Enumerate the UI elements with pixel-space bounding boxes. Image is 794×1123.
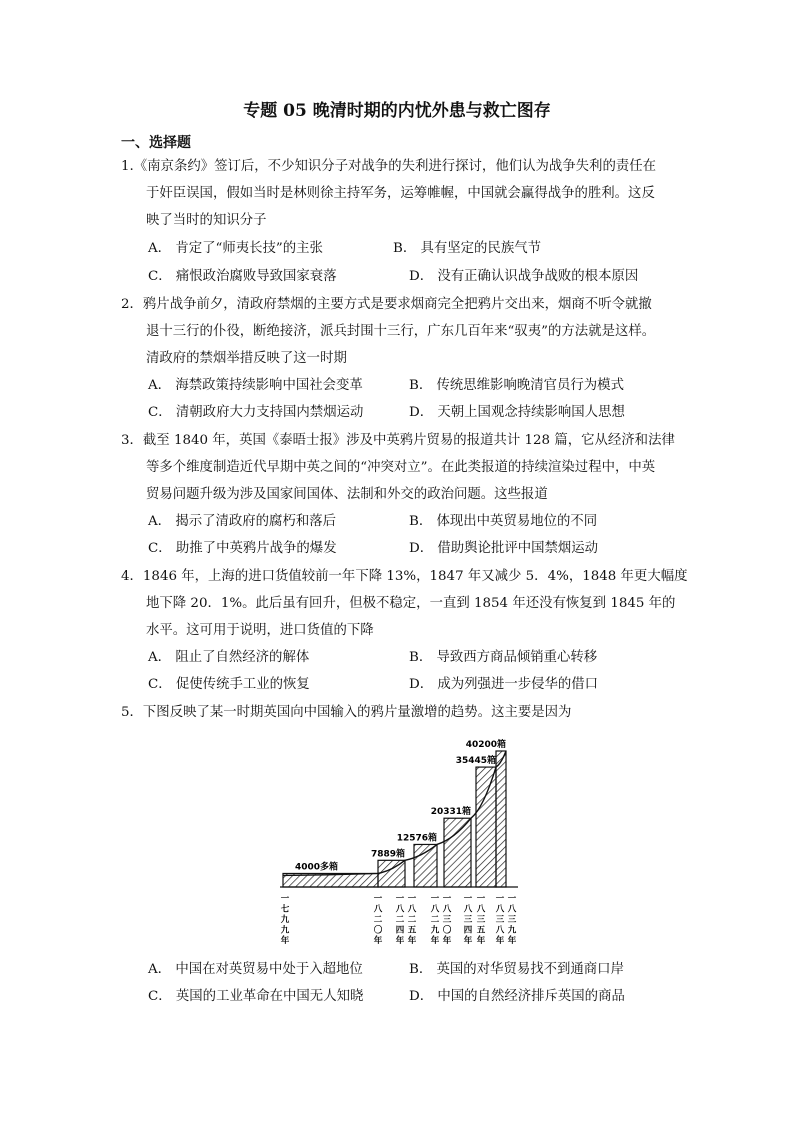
x-tick-label: 一七九九年 [280, 894, 290, 945]
option-c[interactable]: C． 清朝政府大力支持国内禁烟运动 [148, 405, 364, 420]
x-tick-label: 一八三八年 [495, 894, 505, 945]
section-heading: 一、选择题 [121, 135, 191, 151]
option-a[interactable]: A． 肯定了“师夷长技”的主张 [148, 241, 323, 256]
option-c[interactable]: C． 痛恨政治腐败导致国家衰落 [148, 269, 337, 284]
x-tick-label: 一八三九年 [507, 894, 517, 945]
bar-value-label: 4000多箱 [294, 862, 338, 873]
bar-value-label: 7889箱 [370, 849, 405, 860]
option-d[interactable]: D． 没有正确认识战争战败的根本原因 [409, 269, 639, 284]
option-b[interactable]: B． 具有坚定的民族气节 [393, 241, 542, 256]
bar-4 [444, 818, 471, 887]
option-c[interactable]: C． 促使传统手工业的恢复 [148, 677, 310, 692]
bar-value-label: 20331箱 [430, 807, 471, 818]
opium-import-chart [258, 733, 538, 945]
option-b[interactable]: B． 英国的对华贸易找不到通商口岸 [409, 962, 624, 977]
question-4-line-3: 水平。这可用于说明，进口货值的下降 [146, 623, 374, 638]
question-3-line-2: 等多个维度制造近代早期中英之间的“冲突对立”。在此类报道的持续渲染过程中，中英 [146, 460, 656, 475]
option-c[interactable]: C． 英国的工业革命在中国无人知晓 [148, 989, 364, 1004]
bar-5 [476, 767, 496, 887]
option-d[interactable]: D． 借助舆论批评中国禁烟运动 [409, 541, 599, 556]
option-a[interactable]: A． 揭示了清政府的腐朽和落后 [148, 514, 337, 529]
x-tick-label: 一八二〇年 [373, 894, 383, 945]
option-a[interactable]: A． 中国在对英贸易中处于入超地位 [148, 962, 363, 977]
question-2-line-1: 2．鸦片战争前夕，清政府禁烟的主要方式是要求烟商完全把鸦片交出来，烟商不听令就撤 [121, 297, 652, 312]
question-4-line-2: 地下降 20．1%。此后虽有回升，但极不稳定，一直到 1854 年还没有恢复到 1845 年的 [146, 596, 676, 611]
bar-value-label: 35445箱 [455, 756, 496, 767]
question-3-line-3: 贸易问题升级为涉及国家间国体、法制和外交的政治问题。这些报道 [146, 487, 548, 502]
question-4-line-1: 4．1846 年，上海的进口货值较前一年下降 13%，1847 年又减少 5．4%，1848 年更大幅度 [121, 569, 688, 584]
option-b[interactable]: B． 体现出中英贸易地位的不同 [409, 514, 598, 529]
option-c[interactable]: C． 助推了中英鸦片战争的爆发 [148, 541, 337, 556]
x-tick-label: 一八三四年 [463, 894, 473, 945]
bar-2 [378, 860, 405, 887]
x-tick-label: 一八三五年 [476, 894, 486, 945]
bar-value-label: 40200箱 [465, 740, 506, 750]
question-5-line-1: 5．下图反映了某一时期英国向中国输入的鸦片量激增的趋势。这主要是因为 [121, 705, 572, 720]
question-1-line-2: 于奸臣误国，假如当时是林则徐主持军务，运筹帷幄，中国就会赢得战争的胜利。这反 [146, 186, 655, 201]
option-a[interactable]: A． 海禁政策持续影响中国社会变革 [148, 378, 363, 393]
option-d[interactable]: D． 天朝上国观念持续影响国人思想 [409, 405, 625, 420]
bar-value-label: 12576箱 [396, 833, 437, 844]
option-a[interactable]: A． 阻止了自然经济的解体 [148, 650, 310, 665]
bar-3 [414, 844, 437, 887]
question-3-line-1: 3．截至 1840 年，英国《泰晤士报》涉及中英鸦片贸易的报道共计 128 篇，它从经济和法律 [121, 433, 675, 448]
question-1-line-1: 1.《南京条约》签订后，不少知识分子对战争的失利进行探讨，他们认为战争失利的责任在 [121, 159, 657, 174]
x-tick-label: 一八二五年 [407, 894, 417, 945]
option-b[interactable]: B． 导致西方商品倾销重心转移 [409, 650, 598, 665]
option-d[interactable]: D． 成为列强进一步侵华的借口 [409, 677, 599, 692]
question-2-line-2: 退十三行的仆役，断绝接济，派兵封围十三行，广东几百年来“驭夷”的方法就是这样。 [146, 324, 656, 339]
question-2-line-3: 清政府的禁烟举措反映了这一时期 [146, 351, 347, 366]
page-title: 专题 05 晚清时期的内忧外患与救亡图存 [243, 101, 551, 121]
x-tick-label: 一八二九年 [430, 894, 440, 945]
question-1-line-3: 映了当时的知识分子 [146, 213, 267, 228]
option-d[interactable]: D． 中国的自然经济排斥英国的商品 [409, 989, 625, 1004]
bar-6 [496, 751, 506, 887]
option-b[interactable]: B． 传统思维影响晚清官员行为模式 [409, 378, 624, 393]
x-tick-label: 一八二四年 [395, 894, 405, 945]
x-tick-label: 一八三〇年 [442, 894, 452, 945]
